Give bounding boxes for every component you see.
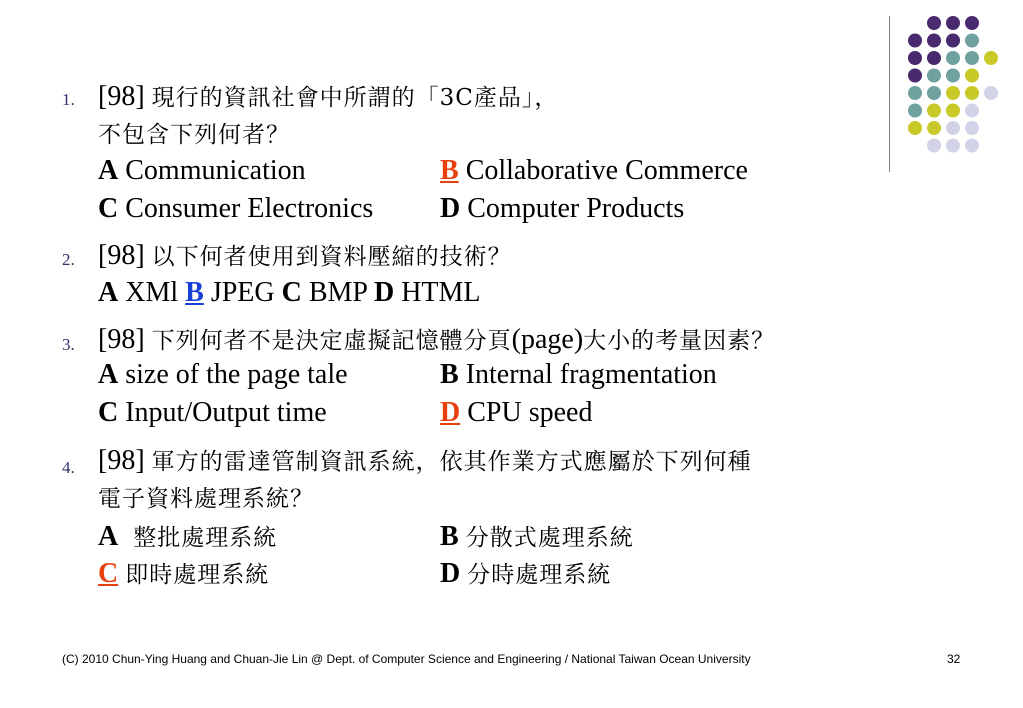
page-number: 32 — [947, 652, 961, 666]
question-text: 不包含下列何者？ — [98, 122, 290, 148]
footer-copyright: (C) 2010 Chun-Ying Huang and Chuan-Jie Lin @ Dept. of Computer Science and Engineering / National Taiwan Ocean University — [62, 652, 751, 666]
option-text: Computer Products — [467, 193, 685, 224]
option-letter: D — [440, 193, 461, 224]
option-letter: A — [98, 521, 119, 552]
option-d — [440, 557, 611, 592]
option-text: 即時處理系統 — [125, 562, 270, 588]
option-text: XMl — [125, 277, 179, 308]
option-letter: B — [440, 359, 459, 390]
option-text: Consumer Electronics — [125, 193, 374, 224]
option-text: 整批處理系統 — [133, 525, 278, 551]
question-stem — [98, 323, 775, 358]
option-row — [98, 276, 481, 310]
option-a — [98, 358, 348, 392]
question-number: 1. — [62, 90, 75, 109]
option-b — [440, 520, 634, 555]
option-text: BMP — [308, 277, 367, 308]
question-stem-cont — [98, 481, 314, 516]
option-text: Internal fragmentation — [465, 359, 717, 390]
option-letter: A — [98, 359, 119, 390]
question-tag: [98] — [98, 81, 145, 112]
option-letter: D — [373, 277, 395, 308]
question-stem — [98, 239, 512, 274]
answer-letter: B — [440, 155, 459, 186]
option-text: JPEG — [210, 277, 275, 308]
option-text: 分散式處理系統 — [465, 525, 634, 551]
question-text: 大小的考量因素？ — [583, 328, 776, 354]
option-letter: C — [98, 397, 119, 428]
question-number: 3. — [62, 335, 75, 354]
question-text: 以下何者使用到資料壓縮的技術？ — [151, 244, 512, 270]
question-text: 軍方的雷達管制資訊系統，依其作業方式應屬於下列何種 — [151, 449, 752, 475]
question-number: 2. — [62, 250, 75, 269]
option-text: HTML — [401, 277, 481, 308]
question-tag: [98] — [98, 324, 145, 355]
option-d — [440, 192, 684, 226]
question-text-latin: (page) — [511, 324, 584, 355]
option-letter: B — [440, 521, 459, 552]
option-letter: C — [98, 193, 119, 224]
option-text: size of the page tale — [125, 359, 348, 390]
option-a — [98, 520, 277, 555]
option-letter: A — [98, 277, 119, 308]
option-letter: C — [281, 277, 302, 308]
question-tag: [98] — [98, 445, 145, 476]
option-text: 分時處理系統 — [467, 562, 612, 588]
option-text: CPU speed — [467, 397, 593, 428]
question-stem — [98, 80, 558, 115]
question-number: 4. — [62, 458, 75, 477]
question-tag: [98] — [98, 240, 145, 271]
option-c — [98, 557, 269, 592]
answer-letter: B — [185, 277, 204, 308]
question-text: 下列何者不是決定虛擬記憶體分頁 — [151, 328, 512, 354]
question-text: 現行的資訊社會中所謂的「3C產品」， — [151, 85, 559, 111]
question-stem — [98, 444, 752, 479]
option-a — [98, 154, 306, 188]
answer-letter: C — [98, 558, 119, 589]
option-c — [98, 192, 373, 226]
option-b — [440, 154, 748, 188]
option-d — [440, 396, 592, 430]
option-text: Input/Output time — [125, 397, 327, 428]
option-b — [440, 358, 717, 392]
option-c — [98, 396, 327, 430]
option-text: Collaborative Commerce — [465, 155, 748, 186]
option-letter: A — [98, 155, 119, 186]
option-letter: D — [440, 558, 461, 589]
question-text: 電子資料處理系統？ — [98, 486, 314, 512]
question-stem-cont — [98, 117, 290, 152]
option-text: Communication — [125, 155, 306, 186]
answer-letter: D — [440, 397, 461, 428]
